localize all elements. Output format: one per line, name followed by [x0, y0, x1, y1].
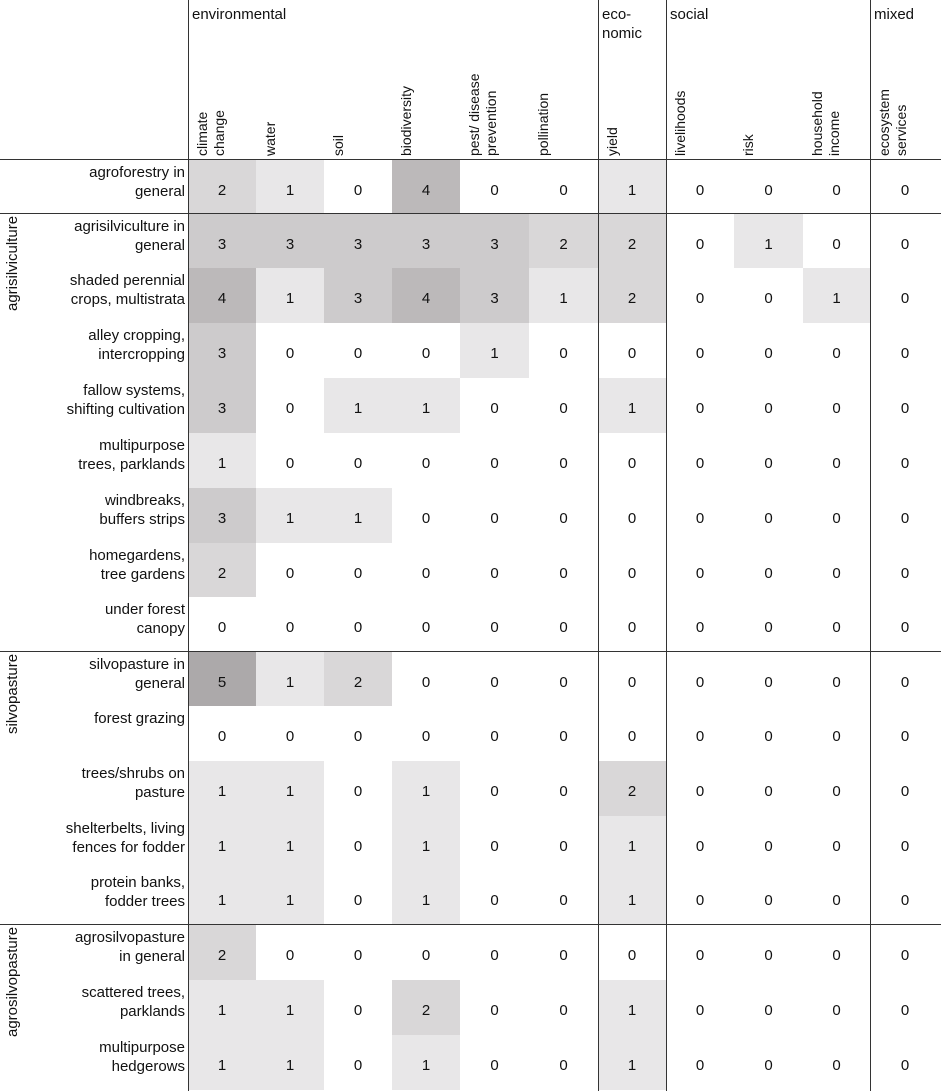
heatmap-cell: 0 [460, 652, 529, 706]
heatmap-cell: 0 [870, 980, 940, 1035]
heatmap-cell: 0 [803, 816, 870, 870]
heatmap-cell: 0 [734, 378, 803, 433]
heatmap-cell: 1 [256, 761, 324, 816]
row-label: shaded perennial crops, multistrata [69, 272, 185, 308]
heatmap-cell: 0 [734, 323, 803, 378]
heatmap-cell: 1 [392, 378, 460, 433]
heatmap-cell: 0 [666, 433, 734, 488]
heatmap-cell: 2 [598, 761, 666, 816]
heatmap-cell: 0 [803, 543, 870, 597]
heatmap-cell: 1 [188, 816, 256, 870]
heatmap-cell: 0 [392, 706, 460, 761]
heatmap-cell: 3 [324, 214, 392, 268]
heatmap-cell: 0 [324, 597, 392, 652]
heatmap-cell: 0 [803, 870, 870, 925]
heatmap-cell: 0 [803, 925, 870, 980]
heatmap-cell: 0 [529, 160, 598, 214]
heatmap-cell: 0 [324, 761, 392, 816]
column-group-header: mixed [874, 6, 915, 23]
heatmap-cell: 0 [666, 323, 734, 378]
heatmap-cell: 0 [734, 706, 803, 761]
heatmap-cell: 1 [392, 1035, 460, 1090]
heatmap-cell: 1 [256, 980, 324, 1035]
row-label: multipurpose hedgerows [99, 1039, 185, 1075]
heatmap-cell: 3 [460, 268, 529, 323]
column-header: pest/ disease prevention [466, 73, 499, 156]
heatmap-cell: 0 [529, 706, 598, 761]
heatmap-cell: 2 [529, 214, 598, 268]
heatmap-cell: 1 [188, 433, 256, 488]
heatmap-cell: 0 [666, 378, 734, 433]
heatmap-cell: 4 [392, 268, 460, 323]
heatmap-cell: 0 [666, 268, 734, 323]
heatmap-cell: 2 [392, 980, 460, 1035]
heatmap-cell: 1 [392, 816, 460, 870]
heatmap-cell: 5 [188, 652, 256, 706]
heatmap-cell: 0 [324, 925, 392, 980]
heatmap-cell: 2 [188, 543, 256, 597]
heatmap-cell: 0 [188, 706, 256, 761]
row-label: under forest canopy [104, 601, 185, 637]
heatmap-cell: 0 [734, 597, 803, 652]
heatmap-cell: 1 [392, 761, 460, 816]
divider-line [666, 0, 667, 1091]
row-label: fallow systems, shifting cultivation [66, 382, 185, 418]
divider-line [598, 0, 599, 1091]
heatmap-cell: 0 [324, 870, 392, 925]
heatmap-cell: 1 [256, 1035, 324, 1090]
heatmap-cell: 3 [188, 488, 256, 543]
column-header: livelihoods [672, 90, 688, 156]
heatmap-cell: 0 [803, 378, 870, 433]
column-header: yield [604, 127, 620, 156]
heatmap-cell: 0 [460, 706, 529, 761]
heatmap-cell: 0 [256, 597, 324, 652]
heatmap-cell: 3 [324, 268, 392, 323]
heatmap-cell: 1 [529, 268, 598, 323]
heatmap-cell: 1 [598, 378, 666, 433]
heatmap-cell: 0 [392, 543, 460, 597]
heatmap-cell: 1 [188, 870, 256, 925]
heatmap-cell: 0 [460, 433, 529, 488]
column-header: household income [809, 91, 842, 156]
heatmap-cell: 0 [598, 706, 666, 761]
heatmap-cell: 0 [598, 925, 666, 980]
heatmap-cell: 0 [734, 870, 803, 925]
heatmap-cell: 0 [529, 761, 598, 816]
heatmap-cell: 0 [256, 433, 324, 488]
divider-line [870, 0, 871, 1091]
column-group-header: environmental [192, 6, 287, 23]
heatmap-cell: 1 [598, 1035, 666, 1090]
heatmap-cell: 0 [529, 323, 598, 378]
heatmap-cell: 0 [666, 543, 734, 597]
heatmap-cell: 0 [870, 870, 940, 925]
column-header: climate change [194, 110, 227, 156]
heatmap-cell: 1 [392, 870, 460, 925]
heatmap-cell: 0 [460, 378, 529, 433]
heatmap-cell: 0 [256, 925, 324, 980]
heatmap-cell: 1 [188, 980, 256, 1035]
heatmap-cell: 1 [256, 652, 324, 706]
heatmap-cell: 0 [734, 543, 803, 597]
heatmap-cell: 0 [803, 706, 870, 761]
heatmap-cell: 0 [598, 433, 666, 488]
column-group-header: eco- nomic [602, 6, 643, 42]
heatmap-cell: 0 [734, 980, 803, 1035]
heatmap-cell: 0 [529, 925, 598, 980]
heatmap-cell: 0 [870, 160, 940, 214]
heatmap-cell: 1 [324, 488, 392, 543]
heatmap-cell: 0 [460, 488, 529, 543]
heatmap-cell: 2 [188, 925, 256, 980]
heatmap-cell: 0 [870, 925, 940, 980]
heatmap-cell: 0 [870, 706, 940, 761]
heatmap-cell: 0 [870, 597, 940, 652]
heatmap-cell: 0 [870, 1035, 940, 1090]
row-group-label: agrisilviculture [4, 215, 21, 311]
heatmap-cell: 0 [666, 488, 734, 543]
heatmap-cell: 0 [324, 980, 392, 1035]
column-header: biodiversity [398, 85, 414, 156]
heatmap-cell: 0 [529, 378, 598, 433]
heatmap-cell: 0 [666, 761, 734, 816]
heatmap-cell: 0 [324, 433, 392, 488]
heatmap-cell: 0 [803, 433, 870, 488]
heatmap-cell: 0 [870, 816, 940, 870]
heatmap-cell: 0 [529, 652, 598, 706]
heatmap-cell: 0 [803, 761, 870, 816]
heatmap-cell: 1 [598, 980, 666, 1035]
heatmap-cell: 0 [666, 816, 734, 870]
column-header: soil [330, 134, 346, 156]
heatmap-cell: 0 [870, 214, 940, 268]
row-label: agroforestry in general [89, 164, 185, 200]
row-label: alley cropping, intercropping [88, 327, 185, 363]
heatmap-cell: 0 [529, 1035, 598, 1090]
heatmap-cell: 0 [460, 925, 529, 980]
heatmap-cell: 1 [324, 378, 392, 433]
heatmap-cell: 0 [529, 433, 598, 488]
column-header: water [262, 121, 278, 156]
heatmap-cell: 0 [870, 433, 940, 488]
heatmap-cell: 0 [392, 652, 460, 706]
heatmap-cell: 0 [803, 980, 870, 1035]
heatmap-cell: 0 [734, 761, 803, 816]
heatmap-cell: 0 [870, 488, 940, 543]
heatmap-cell: 1 [256, 488, 324, 543]
row-label: scattered trees, parklands [81, 984, 185, 1020]
heatmap-cell: 0 [392, 433, 460, 488]
heatmap-cell: 0 [734, 652, 803, 706]
heatmap-cell: 0 [803, 488, 870, 543]
heatmap-cell: 3 [256, 214, 324, 268]
heatmap-cell: 0 [460, 870, 529, 925]
heatmap-cell: 0 [460, 980, 529, 1035]
heatmap-cell: 0 [666, 597, 734, 652]
row-label: silvopasture in general [89, 656, 185, 692]
heatmap-cell: 0 [666, 652, 734, 706]
row-label: multipurpose trees, parklands [78, 437, 185, 473]
heatmap-cell: 0 [598, 323, 666, 378]
heatmap-cell: 0 [734, 268, 803, 323]
heatmap-cell: 1 [256, 160, 324, 214]
heatmap-cell: 0 [460, 761, 529, 816]
divider-line [0, 651, 941, 652]
heatmap-cell: 1 [188, 761, 256, 816]
heatmap-cell: 0 [392, 597, 460, 652]
heatmap-cell: 4 [188, 268, 256, 323]
heatmap-cell: 0 [529, 870, 598, 925]
heatmap-cell: 0 [392, 323, 460, 378]
heatmap-cell: 1 [734, 214, 803, 268]
heatmap-cell: 0 [460, 160, 529, 214]
heatmap-cell: 1 [460, 323, 529, 378]
heatmap-cell: 0 [256, 323, 324, 378]
row-group-label: agrosilvopasture [4, 926, 21, 1037]
heatmap-cell: 0 [529, 543, 598, 597]
heatmap-cell: 0 [666, 214, 734, 268]
divider-line [0, 159, 941, 160]
heatmap-cell: 0 [598, 652, 666, 706]
heatmap-cell: 3 [392, 214, 460, 268]
heatmap-cell: 2 [598, 268, 666, 323]
divider-line [0, 213, 941, 214]
heatmap-cell: 1 [256, 268, 324, 323]
heatmap-cell: 0 [870, 652, 940, 706]
row-label: forest grazing [94, 710, 185, 727]
heatmap-cell: 0 [460, 597, 529, 652]
heatmap-cell: 0 [324, 706, 392, 761]
heatmap-cell: 0 [324, 160, 392, 214]
heatmap-cell: 1 [188, 1035, 256, 1090]
heatmap-cell: 0 [529, 816, 598, 870]
divider-line [0, 924, 941, 925]
column-header: pollination [535, 92, 551, 156]
heatmap-cell: 0 [870, 323, 940, 378]
heatmap-cell: 4 [392, 160, 460, 214]
column-header: ecosystem services [876, 89, 909, 156]
heatmap-cell: 0 [734, 1035, 803, 1090]
heatmap-cell: 0 [666, 1035, 734, 1090]
heatmap-cell: 0 [460, 1035, 529, 1090]
heatmap-cell: 0 [734, 160, 803, 214]
heatmap-cell: 0 [256, 378, 324, 433]
row-label: windbreaks, buffers strips [99, 492, 185, 528]
heatmap-cell: 0 [598, 488, 666, 543]
heatmap-cell: 0 [392, 488, 460, 543]
heatmap-cell: 0 [598, 597, 666, 652]
heatmap-cell: 0 [734, 925, 803, 980]
row-label: homegardens, tree gardens [89, 547, 185, 583]
heatmap-cell: 0 [598, 543, 666, 597]
heatmap-cell: 1 [598, 816, 666, 870]
heatmap-cell: 0 [324, 816, 392, 870]
heatmap-cell: 0 [734, 433, 803, 488]
heatmap-cell: 0 [803, 160, 870, 214]
heatmap-cell: 0 [324, 323, 392, 378]
row-label: shelterbelts, living fences for fodder [65, 820, 185, 856]
heatmap-cell: 0 [803, 597, 870, 652]
heatmap-cell: 0 [803, 1035, 870, 1090]
heatmap-cell: 0 [666, 925, 734, 980]
row-label: protein banks, fodder trees [90, 874, 185, 910]
heatmap-cell: 0 [256, 543, 324, 597]
heatmap-cell: 1 [256, 870, 324, 925]
heatmap-cell: 0 [666, 160, 734, 214]
heatmap-cell: 0 [734, 816, 803, 870]
heatmap-cell: 0 [666, 980, 734, 1035]
heatmap-cell: 0 [803, 652, 870, 706]
heatmap-cell: 0 [666, 870, 734, 925]
heatmap-cell: 3 [188, 378, 256, 433]
heatmap-cell: 3 [460, 214, 529, 268]
heatmap-cell: 3 [188, 323, 256, 378]
heatmap-cell: 0 [870, 543, 940, 597]
heatmap-cell: 0 [529, 980, 598, 1035]
heatmap-cell: 1 [256, 816, 324, 870]
heatmap-cell: 2 [598, 214, 666, 268]
column-header: risk [740, 134, 756, 156]
heatmap-cell: 1 [803, 268, 870, 323]
heatmap-cell: 1 [598, 160, 666, 214]
heatmap-cell: 0 [529, 597, 598, 652]
heatmap-cell: 0 [324, 543, 392, 597]
heatmap-cell: 2 [188, 160, 256, 214]
row-label: agrisilviculture in general [74, 218, 185, 254]
heatmap-cell: 0 [803, 323, 870, 378]
row-label: agrosilvopasture in general [74, 929, 185, 965]
row-group-label: silvopasture [4, 653, 21, 734]
heatmap-cell: 0 [256, 706, 324, 761]
heatmap-cell: 0 [460, 543, 529, 597]
heatmap-cell: 0 [734, 488, 803, 543]
heatmap-cell: 0 [870, 268, 940, 323]
heatmap-cell: 0 [870, 378, 940, 433]
column-group-header: social [670, 6, 709, 23]
heatmap-cell: 0 [460, 816, 529, 870]
heatmap-cell: 0 [188, 597, 256, 652]
heatmap-cell: 0 [324, 1035, 392, 1090]
row-label: trees/shrubs on pasture [81, 765, 185, 801]
divider-line [188, 0, 189, 1091]
heatmap-cell: 2 [324, 652, 392, 706]
heatmap-cell: 0 [803, 214, 870, 268]
heatmap-cell: 1 [598, 870, 666, 925]
heatmap-cell: 0 [666, 706, 734, 761]
heatmap-cell: 0 [392, 925, 460, 980]
heatmap-cell: 0 [529, 488, 598, 543]
heatmap-cell: 0 [870, 761, 940, 816]
heatmap-cell: 3 [188, 214, 256, 268]
